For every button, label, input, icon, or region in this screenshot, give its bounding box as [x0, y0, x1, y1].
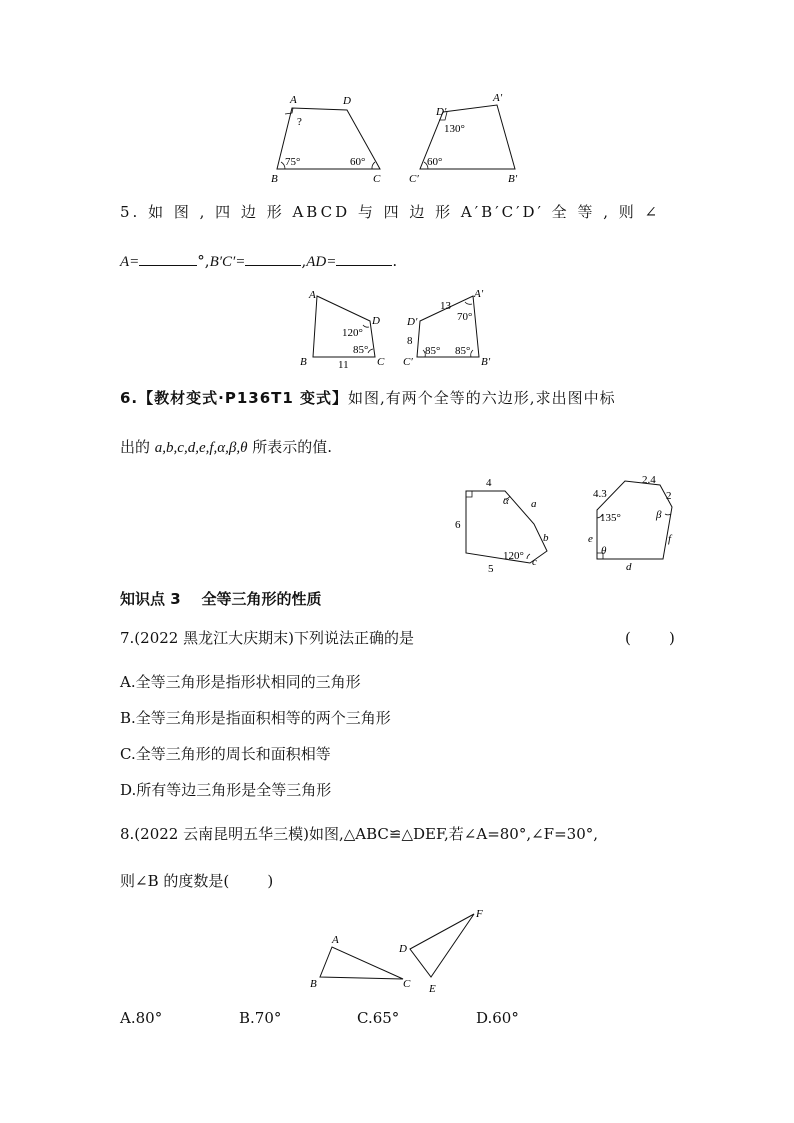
- q5-ans-c-prefix: AD=: [306, 254, 337, 270]
- q5-ans-b-prefix: B′C′=: [209, 254, 246, 270]
- label-c: c: [532, 556, 537, 568]
- label-tri-c: C: [403, 978, 411, 990]
- label-question: ?: [297, 116, 302, 128]
- q8-option-d[interactable]: D.60°: [476, 1009, 519, 1027]
- label-c-prime-2: C′: [403, 356, 413, 368]
- label-angle-c: 60°: [350, 156, 366, 168]
- label-tri-a: A: [332, 934, 339, 946]
- triangle-def: [410, 914, 474, 977]
- label-tri-f: F: [476, 908, 483, 920]
- label-side-2-4: 2.4: [642, 474, 656, 486]
- q7-stem: 7.(2022 黑龙江大庆期末)下列说法正确的是: [120, 629, 414, 647]
- label-angle-120: 120°: [503, 550, 524, 562]
- q5-ans-c-suffix: .: [392, 252, 398, 270]
- label-ad-prime: 13: [440, 300, 451, 312]
- q6-line2-pre: 出的: [120, 438, 155, 456]
- label-a-prime: A′: [493, 92, 503, 104]
- label-side-2: 2: [666, 490, 672, 502]
- label-angle-d-prime: 130°: [444, 123, 465, 135]
- label-a: a: [531, 498, 537, 510]
- label-beta: β: [656, 509, 662, 521]
- label-d-2: D: [372, 315, 380, 327]
- q6-line1-rest: 如图,有两个全等的六边形,求出图中标: [348, 389, 616, 407]
- q6-line2-post: 所表示的值.: [247, 438, 333, 456]
- q5-blank-b[interactable]: [245, 251, 301, 266]
- label-angle-c-prime: 60°: [427, 156, 443, 168]
- label-angle-a-prime-2: 70°: [457, 311, 473, 323]
- q5-ans-a-prefix: A=: [120, 254, 140, 270]
- q8-option-b[interactable]: B.70°: [239, 1009, 282, 1027]
- label-side-5: 5: [488, 563, 494, 575]
- label-alpha: α: [503, 495, 509, 507]
- q5-blank-c[interactable]: [336, 251, 392, 266]
- figure-triangles: [305, 905, 495, 1000]
- label-angle-b: 75°: [285, 156, 301, 168]
- label-cd-prime: 8: [407, 335, 413, 347]
- label-angle-c-prime-2: 85°: [425, 345, 441, 357]
- label-d-prime: D′: [436, 106, 447, 118]
- label-a: A: [290, 94, 297, 106]
- label-angle-c-2: 85°: [353, 344, 369, 356]
- label-angle-b-prime-2: 85°: [455, 345, 471, 357]
- q6-line2: [120, 437, 332, 458]
- q7-answer-paren[interactable]: ( ): [625, 629, 675, 647]
- label-tri-e: E: [429, 983, 436, 995]
- label-side-4: 4: [486, 477, 492, 489]
- q8-option-c[interactable]: C.65°: [357, 1009, 400, 1027]
- triangle-abc: [320, 947, 403, 979]
- label-c-prime: C′: [409, 173, 419, 185]
- q5-blank-a[interactable]: [139, 251, 197, 266]
- q6-tag: 6.【教材变式·P136T1 变式】: [120, 389, 349, 407]
- q7-option-a[interactable]: A.全等三角形是指形状相同的三角形: [120, 673, 361, 691]
- label-b-prime-2: B′: [481, 356, 491, 368]
- q8-line1: 8.(2022 云南昆明五华三模)如图,△ABC≌△DEF,若∠A=80°,∠F=30°,: [120, 825, 599, 843]
- label-angle-d-2: 120°: [342, 327, 363, 339]
- label-b-prime: B′: [508, 173, 518, 185]
- label-c-2: C: [377, 356, 385, 368]
- label-side-6: 6: [455, 519, 461, 531]
- figure-quadrilaterals-2: [295, 285, 505, 370]
- q6-vars: a,b,c,d,e,f,α,β,θ: [154, 440, 248, 456]
- q5-ans-b-suffix: ,: [301, 252, 307, 270]
- label-side-4-3: 4.3: [593, 488, 607, 500]
- label-angle-135: 135°: [600, 512, 621, 524]
- label-e: e: [588, 533, 593, 545]
- q7-option-b[interactable]: B.全等三角形是指面积相等的两个三角形: [120, 709, 391, 727]
- q6-line1: [120, 388, 616, 408]
- label-a-2: A: [309, 289, 316, 301]
- label-tri-b: B: [310, 978, 317, 990]
- figure-quadrilaterals-1: [255, 90, 545, 190]
- label-tri-d: D: [399, 943, 407, 955]
- label-d: d: [626, 561, 632, 573]
- figure-hexagons: [450, 470, 690, 580]
- q7-option-d[interactable]: D.所有等边三角形是全等三角形: [120, 781, 332, 799]
- q8-line2: 则∠B 的度数是( ): [120, 872, 274, 890]
- label-f: f: [668, 533, 672, 545]
- label-bc-2: 11: [338, 359, 349, 370]
- q5-line1: 5. 如 图 , 四 边 形 ABCD 与 四 边 形 A′B′C′D′ 全 等 , 则 ∠: [120, 203, 661, 221]
- label-c: C: [373, 173, 381, 185]
- q5-line2: [120, 251, 397, 272]
- label-a-prime-2: A′: [474, 288, 484, 300]
- q7-option-c[interactable]: C.全等三角形的周长和面积相等: [120, 745, 331, 763]
- q8-option-a[interactable]: A.80°: [120, 1009, 163, 1027]
- label-d: D: [343, 95, 351, 107]
- label-b: B: [271, 173, 278, 185]
- label-theta: θ: [601, 545, 607, 557]
- q5-ans-a-suffix: °,: [197, 252, 210, 270]
- label-b: b: [543, 532, 549, 544]
- label-d-prime-2: D′: [407, 316, 418, 328]
- label-b-2: B: [300, 356, 307, 368]
- section-title: 知识点 3 全等三角形的性质: [120, 590, 322, 608]
